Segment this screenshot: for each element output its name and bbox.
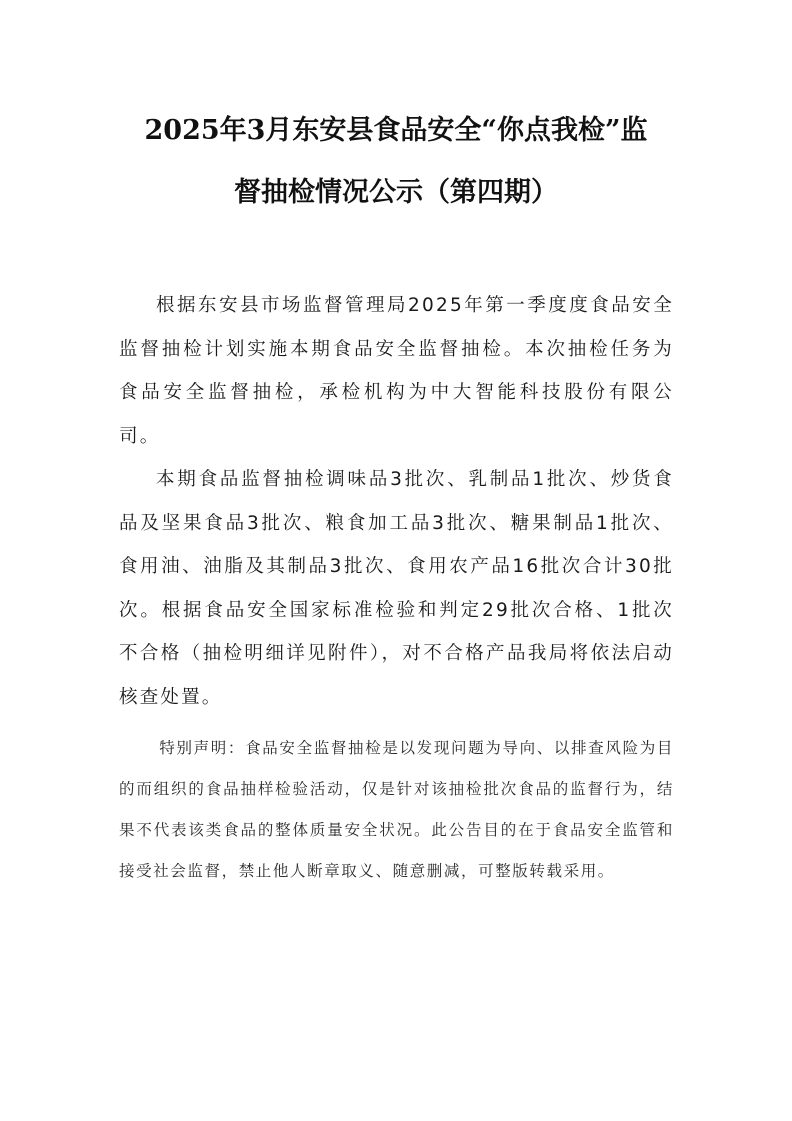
document-title-line-2: 督抽检情况公示（第四期） [234,177,558,208]
special-notice: 特别声明：食品安全监督抽检是以发现问题为导向、以排查风险为目的而组织的食品抽样检验活动，仅是针对该抽检批次食品的监督行为，结果不代表该类食品的整体质量安全状况。此公告目的在于食品安全监管和接受社会监督，禁止他人断章取义、随意删减，可整版转载采用。 [119,739,674,880]
paragraph-inspection-basis: 根据东安县市场监督管理局2025年第一季度度食品安全监督抽检计划实施本期食品安全监督抽检。本次抽检任务为食品安全监督抽检，承检机构为中大智能科技股份有限公司。 [119,295,674,447]
document-title-line-1: 2025年3月东安县食品安全“你点我检”监 [144,115,648,146]
paragraph-inspection-results: 本期食品监督抽检调味品3批次、乳制品1批次、炒货食品及坚果食品3批次、粮食加工品3批次、糖果制品1批次、食用油、油脂及其制品3批次、食用农产品16批次合计30批次。根据食品安全国家标准检验和判定29批次合格、1批次不合格（抽检明细详见附件），对不合格产品我局将依法启动核查处置。 [119,469,674,708]
